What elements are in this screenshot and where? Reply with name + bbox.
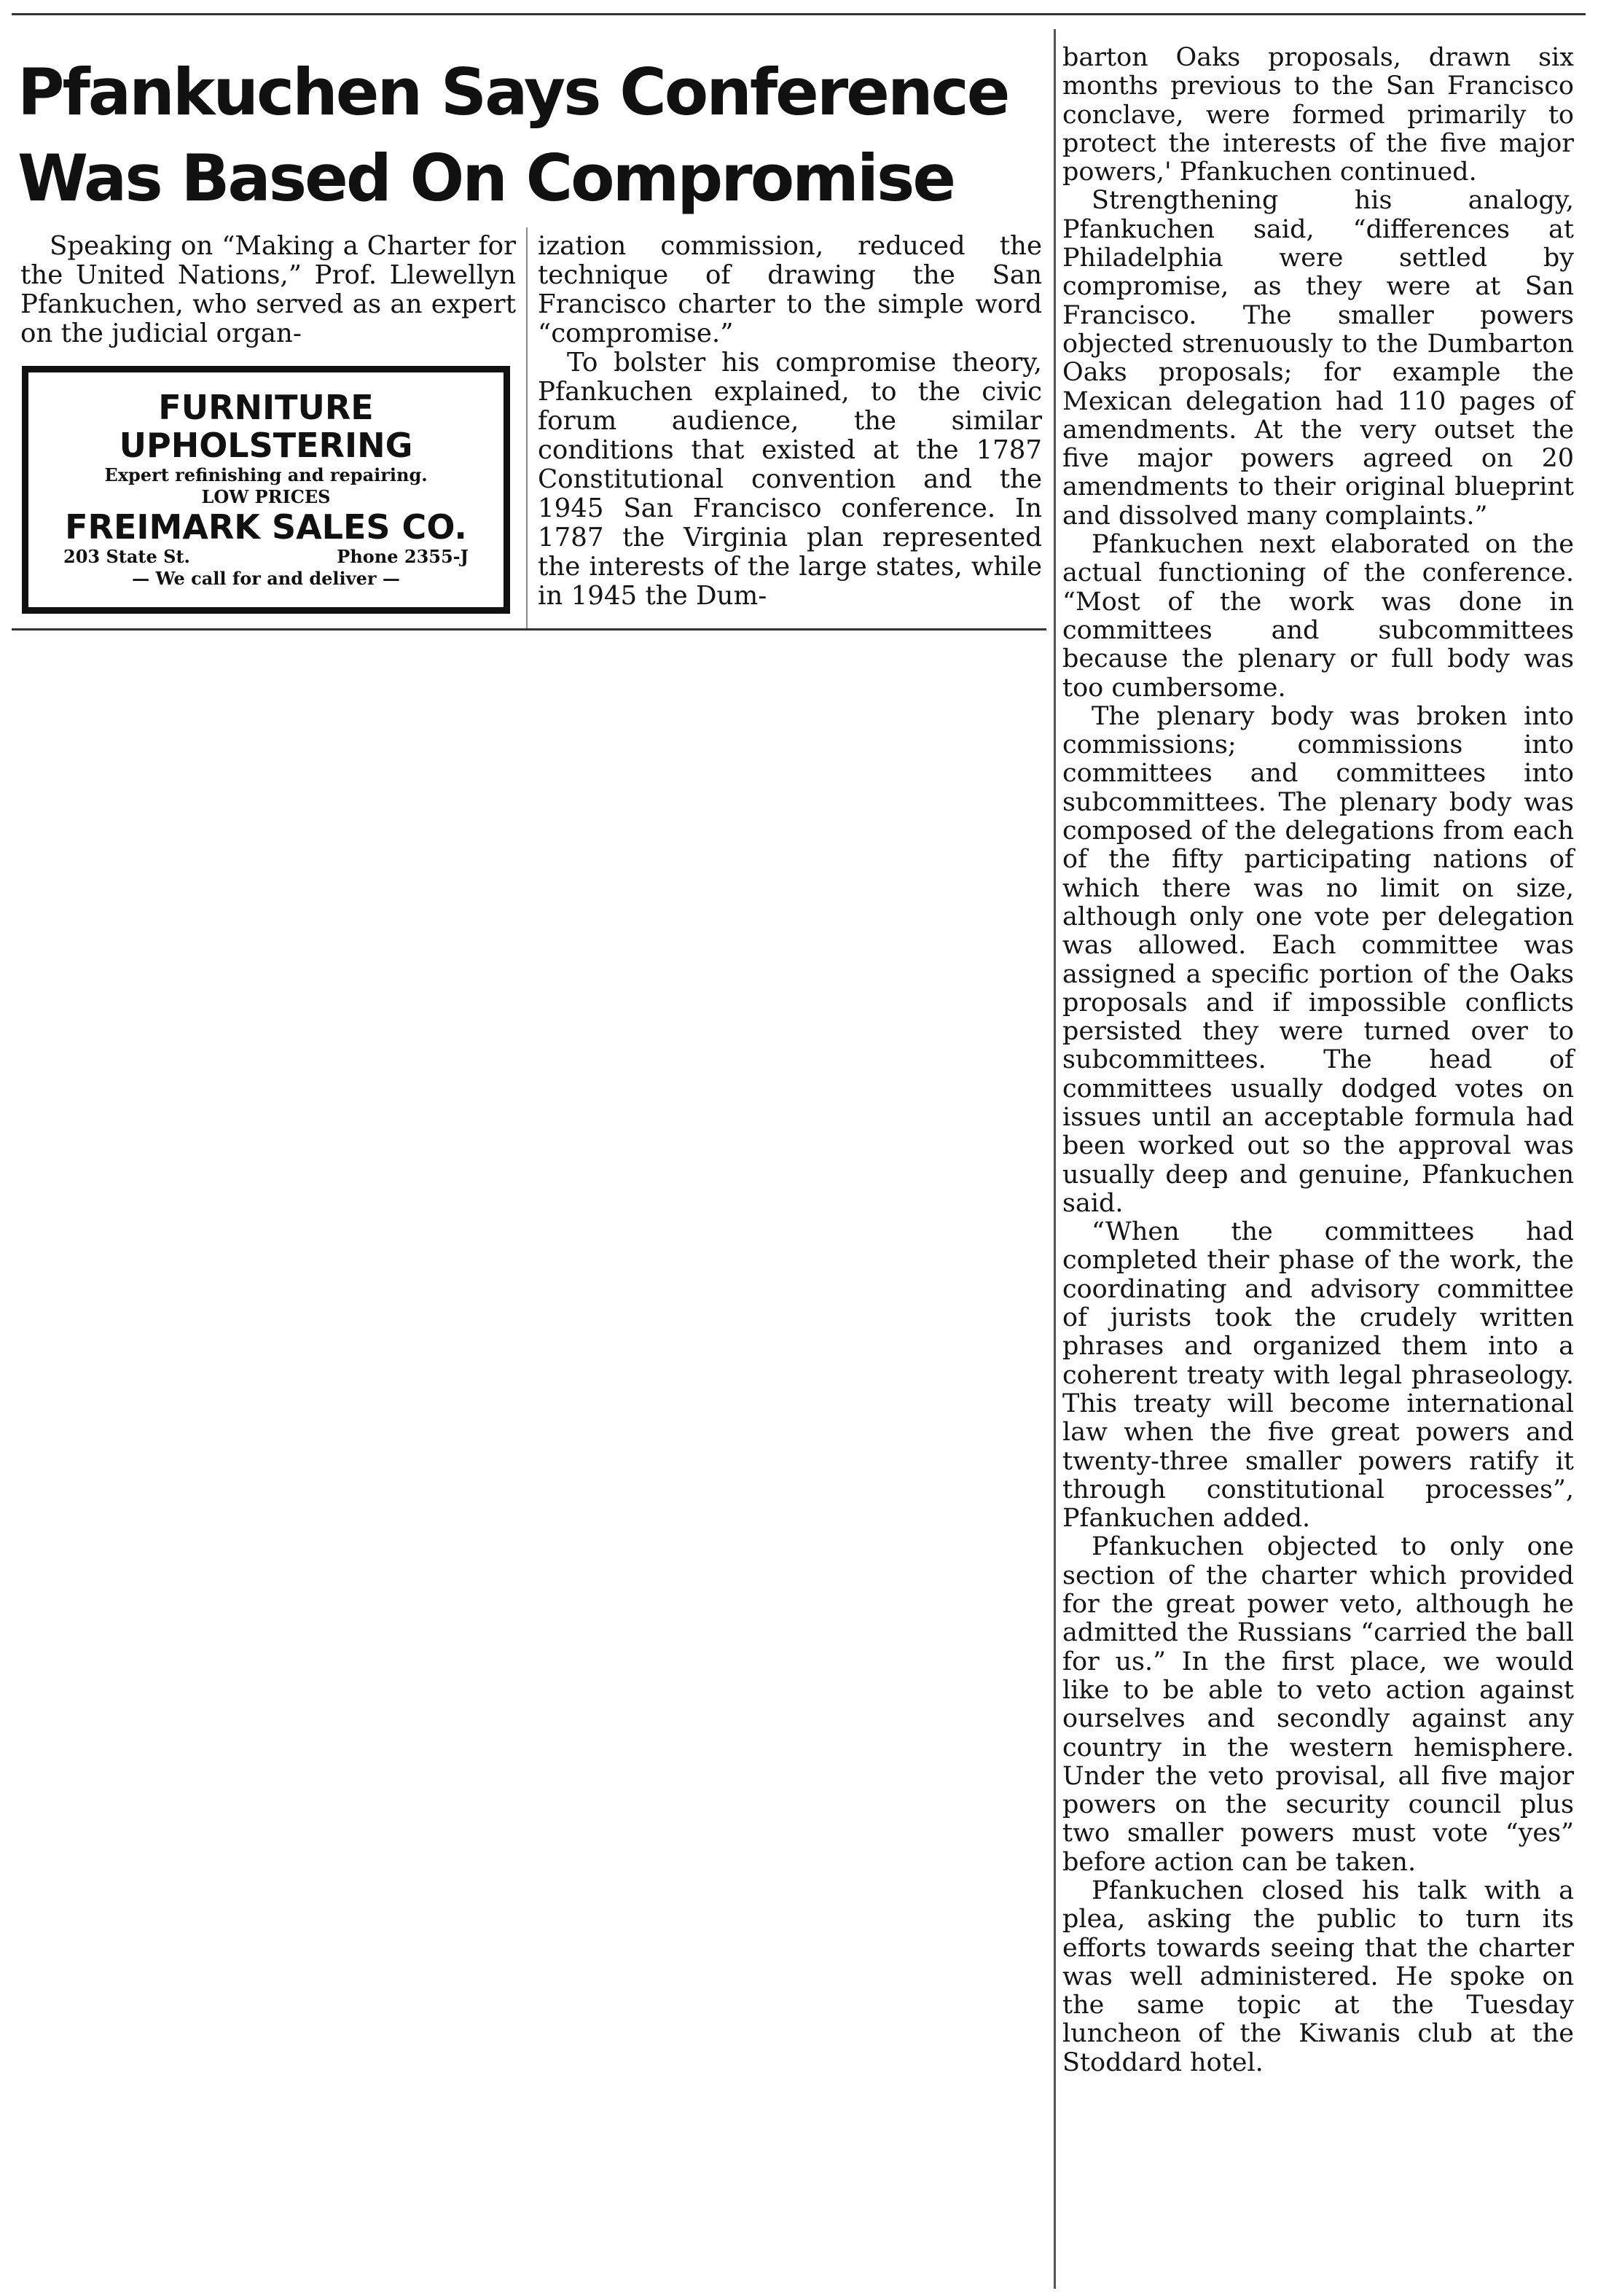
ad-phone: Phone 2355-J [337, 546, 469, 567]
headline-line-2: Was Based On Compromise [17, 141, 955, 216]
column-divider [1054, 29, 1056, 2289]
ad-address-row [28, 546, 504, 568]
ad-line-upholstering: UPHOLSTERING [119, 426, 413, 465]
section-rule [12, 628, 1046, 630]
paragraph: barton Oaks proposals, drawn six months previous to the San Francisco conclave, were formed primarily to protect the interests of the five major powers,' Pfankuchen continued. [1062, 43, 1574, 187]
article-column-2 [538, 232, 1042, 611]
paragraph: Speaking on “Making a Charter for the United Nations,” Prof. Llewellyn Pfankuchen, who served as an expert on the judicial organ- [20, 231, 516, 348]
top-rule [12, 13, 1586, 15]
paragraph: ization commission, reduced the technique of drawing the San Francisco charter to the simple word “compromise.” [538, 231, 1042, 348]
article-column-3 [1062, 44, 1574, 2077]
paragraph: Strengthening his analogy, Pfankuchen said, “differences at Philadelphia were settled by compromise, as they were at San Francisco. The smaller powers objected strenuously to the Dumbarton Oaks proposals; for example the Mexican delegation had 110 pages of amendments. At the very outset the five major powers agreed on 20 amendments to their original blueprint and dissolved many complaints.” [1062, 186, 1574, 531]
paragraph: Pfankuchen objected to only one section of the charter which provided for the great power veto, although he admitted the Russians “carried the ball for us.” In the first place, we would like to be able to veto action against ourselves and secondly against any country in the western hemisphere. Under the veto provisal, all five major powers on the security council plus two smaller powers must vote “yes” before action can be taken. [1062, 1532, 1574, 1877]
paragraph: The plenary body was broken into commissions; commissions into committees and committees into subcommittees. The plenary body was composed of the delegations from each of the fifty participating nations of which there was no limit on size, although only one vote per delegation was allowed. Each committee was assigned a specific portion of the Oaks proposals and if impossible conflicts persisted they were turned over to subcommittees. The head of committees usually dodged votes on issues until an acceptable formula had been worked out so the approval was usually deep and genuine, Pfankuchen said. [1062, 701, 1574, 1218]
ad-company: FREIMARK SALES CO. [65, 507, 467, 547]
paragraph: To bolster his compromise theory, Pfankuchen explained, to the civic forum audience, the similar conditions that existed at the 1787 Constitutional convention and the 1945 San Francisco conference. In 1787 the Virginia plan represented the interests of the large states, while in 1945 the Dum- [538, 348, 1042, 611]
headline-line-1: Pfankuchen Says Conference [17, 55, 1008, 130]
headline [17, 50, 1038, 222]
paragraph: “When the committees had completed their phase of the work, the coordinating and advisory committee of jurists took the crudely written phrases and organized them into a coherent treaty with legal phraseology. This treaty will become international law when the five great powers and twenty-three smaller powers ratify it through constitutional processes”, Pfankuchen added. [1062, 1217, 1574, 1534]
column-divider-short [526, 227, 528, 628]
paragraph: Pfankuchen next elaborated on the actual functioning of the conference. “Most of the work was done in committees and subcommittees because the plenary or full body was too cumbersome. [1062, 530, 1574, 703]
article-column-1 [20, 232, 516, 348]
ad-prices: LOW PRICES [201, 486, 331, 507]
ad-delivery: — We call for and deliver — [132, 568, 400, 589]
ad-services: Expert refinishing and repairing. [104, 464, 428, 485]
furniture-advertisement [22, 366, 510, 614]
ad-address: 203 State St. [63, 546, 190, 567]
paragraph: Pfankuchen closed his talk with a plea, asking the public to turn its efforts towards seeing that the charter was well administered. He spoke on the same topic at the Tuesday luncheon of the Kiwanis club at the Stoddard hotel. [1062, 1876, 1574, 2077]
ad-line-furniture: FURNITURE [158, 388, 374, 427]
